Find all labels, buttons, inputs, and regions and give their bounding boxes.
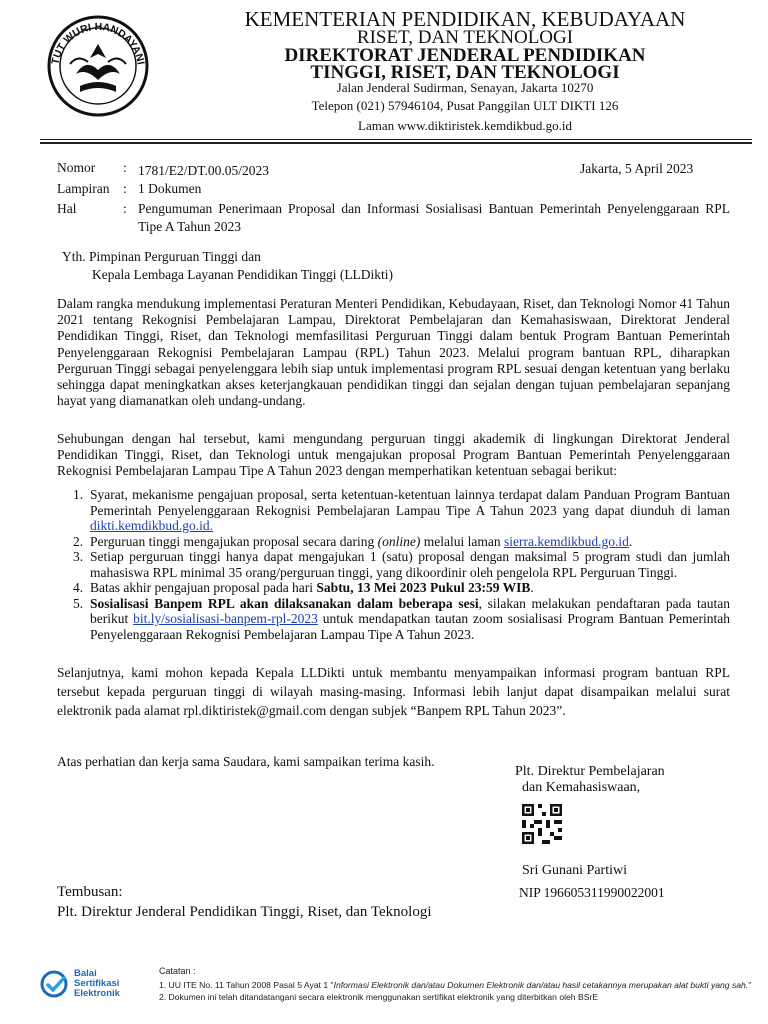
nomor-label: Nomor	[57, 160, 96, 175]
sosialisasi-bold-text: Sosialisasi Banpem RPL akan dilaksanakan dalam beberapa sesi	[90, 595, 479, 611]
body-paragraph-3: Selanjutnya, kami mohon kepada Kepala LLDikti untuk membantu menyampaikan informasi program bantuan RPL tersebut kepada perguruan tinggi di wilayah masing-masing. Informasi lebih lanjut dapat disampaikan melalui surat elektronik pada alamat rpl.diktiristek@gmail.com dengan subjek “Banpem RPL Tahun 2023”.	[57, 665, 730, 718]
list-item-text: Setiap perguruan tinggi hanya dapat mengajukan 1 (satu) proposal dengan maksimal 5 program studi dan jumlah mahasiswa RPL minimal 35 orang/perguruan tinggi, yang dikoordinir oleh pengelola RPL Perguruan Tinggi.	[90, 549, 730, 580]
list-item-text: , silakan melakukan pendaftaran pada tautan berikut	[90, 595, 730, 626]
hal-label: Hal	[57, 201, 77, 216]
list-item	[57, 580, 730, 596]
list-item	[57, 596, 730, 643]
list-item-number: 1.	[73, 487, 84, 502]
list-item-italic: (online)	[377, 533, 421, 549]
header-website: Laman www.diktiristek.kemdikbud.go.id	[358, 118, 572, 133]
list-item-number: 3.	[73, 549, 84, 564]
footer-note-1-quote: Informasi Elektronik dan/atau Dokumen Elektronik dan/atau hasil cetakannya merupakan alat bukti yang sah.	[333, 980, 749, 990]
lampiran-colon: :	[123, 181, 127, 196]
signature-qr-code	[522, 804, 562, 844]
list-item-suffix: .	[628, 533, 633, 549]
list-item-text: Batas akhir pengajuan proposal pada hari	[90, 580, 317, 595]
bsre-logo-icon	[40, 969, 70, 999]
list-item-suffix: .	[530, 580, 534, 595]
signatory-nip: NIP 196605311990022001	[519, 885, 665, 900]
dikti-link[interactable]: dikti.kemdikbud.go.id.	[90, 518, 213, 533]
bsre-name-line3: Elektronik	[74, 988, 120, 999]
signatory-name: Sri Gunani Partiwi	[522, 863, 627, 878]
list-item-number: 4.	[73, 580, 84, 595]
footer-note-1-prefix: 1. UU ITE No. 11 Tahun 2008 Pasal 5 Ayat 1 "	[159, 980, 334, 990]
closing-sentence: Atas perhatian dan kerja sama Saudara, kami sampaikan terima kasih.	[57, 754, 435, 769]
recipient-line1: Yth. Pimpinan Perguruan Tinggi dan	[62, 249, 261, 264]
svg-text:TUT WURI HANDAYANI	[49, 21, 146, 66]
ministry-name-line1: KEMENTERIAN PENDIDIKAN, KEBUDAYAAN	[244, 7, 686, 31]
list-item-number: 2.	[73, 533, 84, 549]
nomor-value: 1781/E2/DT.00.05/2023	[138, 163, 269, 178]
body-paragraph-1: Dalam rangka mendukung implementasi Peraturan Menteri Pendidikan, Kebudayaan, Riset, dan Teknologi Nomor 41 Tahun 2021 tentang Rekognisi Pembelajaran Lampau, Direktorat Pembelajaran dan Kemahasiswaan, Direktorat Jenderal Pendidikan Tinggi, Riset, dan Teknologi memfasilitasi Perguruan Tinggi dalam bentuk Program Bantuan Pemerintah Penyelenggaraan Rekognisi Pembelajaran Lampau (RPL) Tahun 2023. Melalui program bantuan RPL, diharapkan Perguruan Tinggi sebagai penyelenggara lebih siap untuk implementasi program RPL sesuai dengan ketentuan yang berlaku sehingga dapat meningkatkan akses keterjangkauan pendidikan tinggi dan sejalan dengan tujuan pembelajaran sepanjang hayat yang diamanatkan oleh undang-undang.	[57, 296, 730, 409]
body-paragraph-2: Sehubungan dengan hal tersebut, kami mengundang perguruan tinggi akademik di lingkungan Direktorat Jenderal Pendidikan Tinggi, Riset, dan Teknologi untuk mengajukan proposal Program Bantuan Pemerintah Penyelenggaraan Rekognisi Pembelajaran Lampau Tipe A Tahun 2023 dengan memperhatikan ketentuan sebagai berikut:	[57, 431, 730, 479]
header-address: Jalan Jenderal Sudirman, Senayan, Jakarta 10270	[336, 80, 594, 95]
footer-note-1-suffix: "	[748, 980, 752, 990]
list-item-number: 5.	[73, 595, 84, 611]
bsre-name-line1: Balai	[74, 968, 97, 979]
logo-motto: TUT WURI HANDAYANI	[49, 20, 147, 66]
sosialisasi-link[interactable]: bit.ly/sosialisasi-banpem-rpl-2023	[133, 611, 318, 626]
list-item-text: Syarat, mekanisme pengajuan proposal, serta ketentuan-ketentuan lainnya terdapat dalam Panduan Program Bantuan Pemerintah Penyelenggaraan Rekognisi Pembelajaran Lampau Tipe A Tahun 2023 yang dapat diunduh di laman	[90, 487, 730, 518]
bsre-name-line2: Sertifikasi	[74, 978, 120, 989]
letter-date: Jakarta, 5 April 2023	[580, 161, 694, 176]
hal-colon: :	[123, 201, 127, 216]
signatory-title-line1: Plt. Direktur Pembelajaran	[515, 764, 665, 779]
tembusan-recipient: Plt. Direktur Jenderal Pendidikan Tinggi, Riset, dan Teknologi	[57, 904, 432, 920]
list-item-suffix: untuk mendapatkan tautan zoom sosialisasi Program Bantuan Pemerintah Penyelenggaraan Rekognisi Pembelajaran Lampau Tipe A Tahun 2023.	[90, 611, 730, 642]
footer-catatan-label: Catatan :	[159, 966, 196, 976]
list-item-text: Perguruan tinggi mengajukan proposal secara daring	[90, 533, 378, 549]
hal-value: Pengumuman Penerimaan Proposal dan Informasi Sosialisasi Bantuan Pemerintah Penyelenggaraan RPL Tipe A Tahun 2023	[138, 201, 730, 234]
recipient-line2: Kepala Lembaga Layanan Pendidikan Tinggi (LLDikti)	[92, 267, 394, 282]
letterhead-divider	[40, 139, 752, 140]
lampiran-value: 1 Dokumen	[138, 181, 202, 196]
lampiran-label: Lampiran	[57, 181, 110, 196]
tembusan-label: Tembusan:	[57, 884, 123, 900]
directorate-name-line2: TINGGI, RISET, DAN TEKNOLOGI	[310, 62, 620, 83]
letterhead-divider-thick	[40, 142, 752, 144]
deadline-text: Sabtu, 13 Mei 2023 Pukul 23:59 WIB	[316, 580, 531, 595]
list-item-text: melalui laman	[420, 533, 505, 549]
ministry-name-line2: RISET, DAN TEKNOLOGI	[356, 27, 574, 48]
tut-wuri-handayani-logo	[40, 14, 156, 118]
directorate-name-line1: DIREKTORAT JENDERAL PENDIDIKAN	[284, 45, 646, 66]
list-item	[57, 534, 730, 550]
list-item	[57, 487, 730, 534]
nomor-colon: :	[123, 160, 127, 175]
signatory-title-line2: dan Kemahasiswaan,	[522, 780, 641, 795]
footer-note-2: 2. Dokumen ini telah ditandatangani secara elektronik menggunakan sertifikat elektronik yang diterbitkan oleh BSrE	[159, 992, 599, 1002]
requirements-list	[57, 487, 730, 642]
list-item	[57, 549, 730, 580]
sierra-link[interactable]: sierra.kemdikbud.go.id	[504, 533, 629, 549]
header-phone: Telepon (021) 57946104, Pusat Panggilan ULT DIKTI 126	[311, 98, 619, 113]
